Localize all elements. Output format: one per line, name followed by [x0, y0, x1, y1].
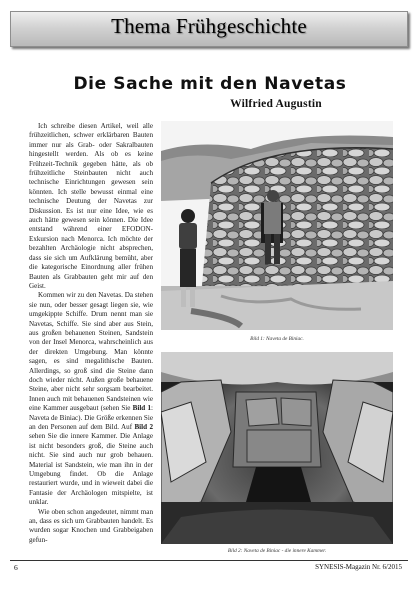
section-title: Thema Frühgeschichte — [111, 14, 307, 38]
figure-2-caption: Bild 2: Naveta de Biniac - die innere Kammer. — [227, 548, 327, 554]
article-body — [29, 122, 153, 558]
naveta-inner-chamber-image — [161, 352, 393, 544]
paragraph-2-text-c: sehen Sie die innere Kammer. Die Anlage ist nicht besonders groß, die Steine auch nicht. Sie sind auch nur grob behauen. Material ist Sandstein, wie man ihn in der Umgebung findet. Ob die Anlage restauriert wurde, und in wieweit dabei die Fantasie der Archäologen mitspielte, ist unklar. — [29, 432, 153, 507]
figure-1-caption: Bild 1: Naveta de Biniac. — [250, 336, 304, 342]
magazine-issue: SYNESIS-Magazin Nr. 6/2015 — [315, 563, 402, 571]
article-title: Die Sache mit den Navetas — [73, 74, 347, 94]
body-paragraph-2 — [29, 291, 153, 507]
page-number: 6 — [14, 563, 18, 572]
figure-ref-2: Bild 2 — [134, 423, 153, 431]
body-paragraph-1: Ich schreibe diesen Artikel, weil alle frühzeitlichen, schwer erklärbaren Bauten immer nur als Grab- oder Sakralbauten hingestellt werden. Als ob es keine Frühzeit-Technik gegeben hätte, als ob frühzeitliche Steinbauten nicht auch technische Einrichtungen gewesen sein könnten. Ich stelle bewusst einmal eine technische Deutung der Navetas zur Diskussion. Es ist nur eine Idee, wie es auch hätte gewesen sein können. Die Idee entstand während einer EFODON-Exkursion nach Menorca. Ich möchte der bezahlten Archäologie nicht absprechen, dass sie sich um Aufklärung bemüht, aber die kategorische Einordnung aller frühen Bauten als Grabbauten geht mir auf den Geist. — [29, 122, 153, 290]
body-paragraph-3: Wie oben schon angedeutet, nimmt man an, dass es sich um Grabbauten handelt. Es wurden sogar Knochen und Grabbeigaben gefun- — [29, 507, 153, 544]
paragraph-2-text-b: : Naveta de Biniac). Die Größe erkennen Sie an den Personen auf dem Bild. Auf — [29, 404, 153, 431]
paragraph-2-text-a: Kommen wir zu den Navetas. Da stehen sie nun, oder besser gesagt liegen sie, wie umgekippte Schiffe. Drum nennt man sie Navetas, Schiffe. Sie sind aber aus Stein, aus großen behauenen Steinen, Sandstein von der Insel Menorca, wahrscheinlich aus der direkten Umgebung. Man könnte sagen, es sind megalithische Bauten. Allerdings, so groß sind die Steine dann doch wieder nicht. Außen große behauene Steine, aber nicht sehr sorgsam bearbeitet. Innen auch mit behauenen Sandsteinen wie eine Kammer ausgebaut (sehen Sie — [29, 291, 153, 413]
footer-divider — [10, 560, 408, 561]
naveta-exterior-image — [161, 121, 393, 330]
figure-2-photo — [161, 352, 393, 544]
figure-1-photo — [161, 121, 393, 330]
figure-ref-1: Bild 1 — [132, 404, 151, 413]
article-author: Wilfried Augustin — [230, 98, 322, 110]
